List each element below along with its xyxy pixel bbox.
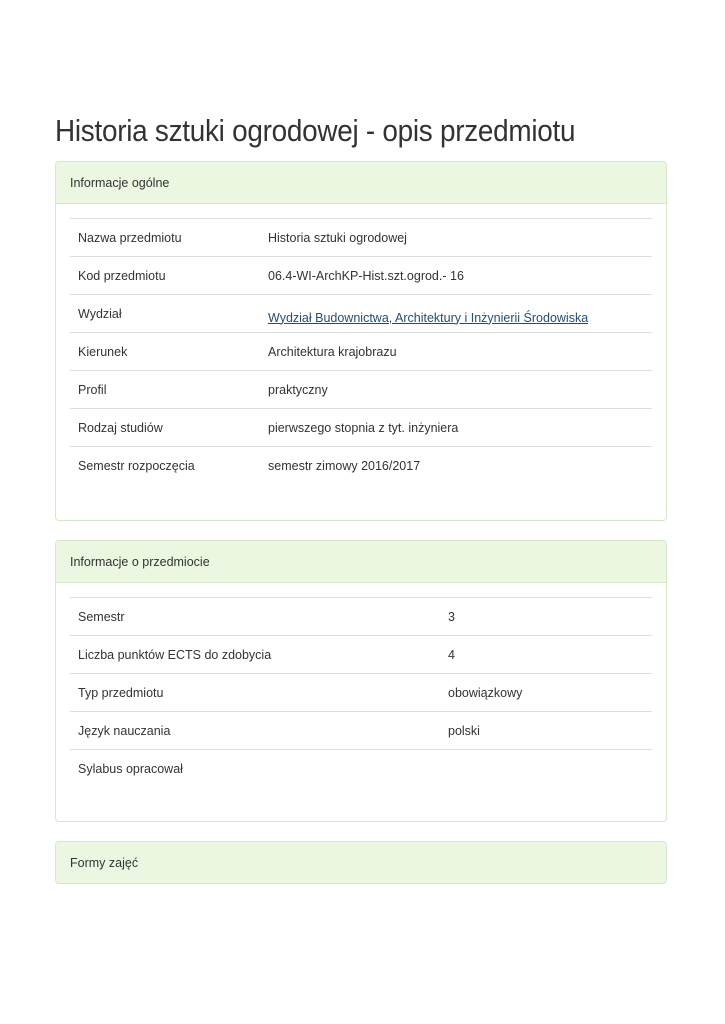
table-row — [70, 636, 652, 674]
row-value-study-type: pierwszego stopnia z tyt. inżyniera — [260, 409, 652, 447]
row-value-language: polski — [440, 712, 652, 750]
row-label-language: Język nauczania — [70, 712, 440, 750]
row-value-start-semester: semestr zimowy 2016/2017 — [260, 447, 652, 485]
table-row — [70, 295, 652, 333]
table-row — [70, 257, 652, 295]
table-row — [70, 750, 652, 788]
general-info-heading: Informacje ogólne — [56, 162, 666, 204]
row-label-ects: Liczba punktów ECTS do zdobycia — [70, 636, 440, 674]
row-label-field-of-study: Kierunek — [70, 333, 260, 371]
class-forms-heading: Formy zajęć — [56, 842, 666, 884]
row-label-syllabus-author: Sylabus opracował — [70, 750, 440, 788]
row-value-field-of-study: Architektura krajobrazu — [260, 333, 652, 371]
row-label-subject-code: Kod przedmiotu — [70, 257, 260, 295]
row-value-faculty — [260, 295, 652, 333]
row-label-subject-name: Nazwa przedmiotu — [70, 219, 260, 257]
table-row — [70, 333, 652, 371]
subject-info-table — [70, 597, 652, 788]
row-value-semester: 3 — [440, 598, 652, 636]
page-title: Historia sztuki ogrodowej - opis przedmiotu — [55, 113, 576, 148]
row-value-subject-name: Historia sztuki ogrodowej — [260, 219, 652, 257]
faculty-link[interactable]: Wydział Budownictwa, Architektury i Inżynierii Środowiska — [268, 310, 589, 325]
subject-info-body — [56, 583, 666, 788]
row-value-syllabus-author — [440, 750, 652, 788]
table-row — [70, 712, 652, 750]
table-row — [70, 598, 652, 636]
row-value-subject-type: obowiązkowy — [440, 674, 652, 712]
row-label-subject-type: Typ przedmiotu — [70, 674, 440, 712]
general-info-panel — [55, 161, 667, 521]
subject-info-heading: Informacje o przedmiocie — [56, 541, 666, 583]
subject-info-panel — [55, 540, 667, 822]
row-value-subject-code: 06.4-WI-ArchKP-Hist.szt.ogrod.- 16 — [260, 257, 652, 295]
row-label-profile: Profil — [70, 371, 260, 409]
row-value-profile: praktyczny — [260, 371, 652, 409]
table-row — [70, 447, 652, 485]
row-label-semester: Semestr — [70, 598, 440, 636]
general-info-body — [56, 204, 666, 485]
row-label-faculty: Wydział — [70, 295, 260, 333]
class-forms-panel — [55, 841, 667, 884]
table-row — [70, 674, 652, 712]
row-label-study-type: Rodzaj studiów — [70, 409, 260, 447]
row-label-start-semester: Semestr rozpoczęcia — [70, 447, 260, 485]
table-row — [70, 219, 652, 257]
table-row — [70, 409, 652, 447]
row-value-ects: 4 — [440, 636, 652, 674]
general-info-table — [70, 218, 652, 485]
table-row — [70, 371, 652, 409]
